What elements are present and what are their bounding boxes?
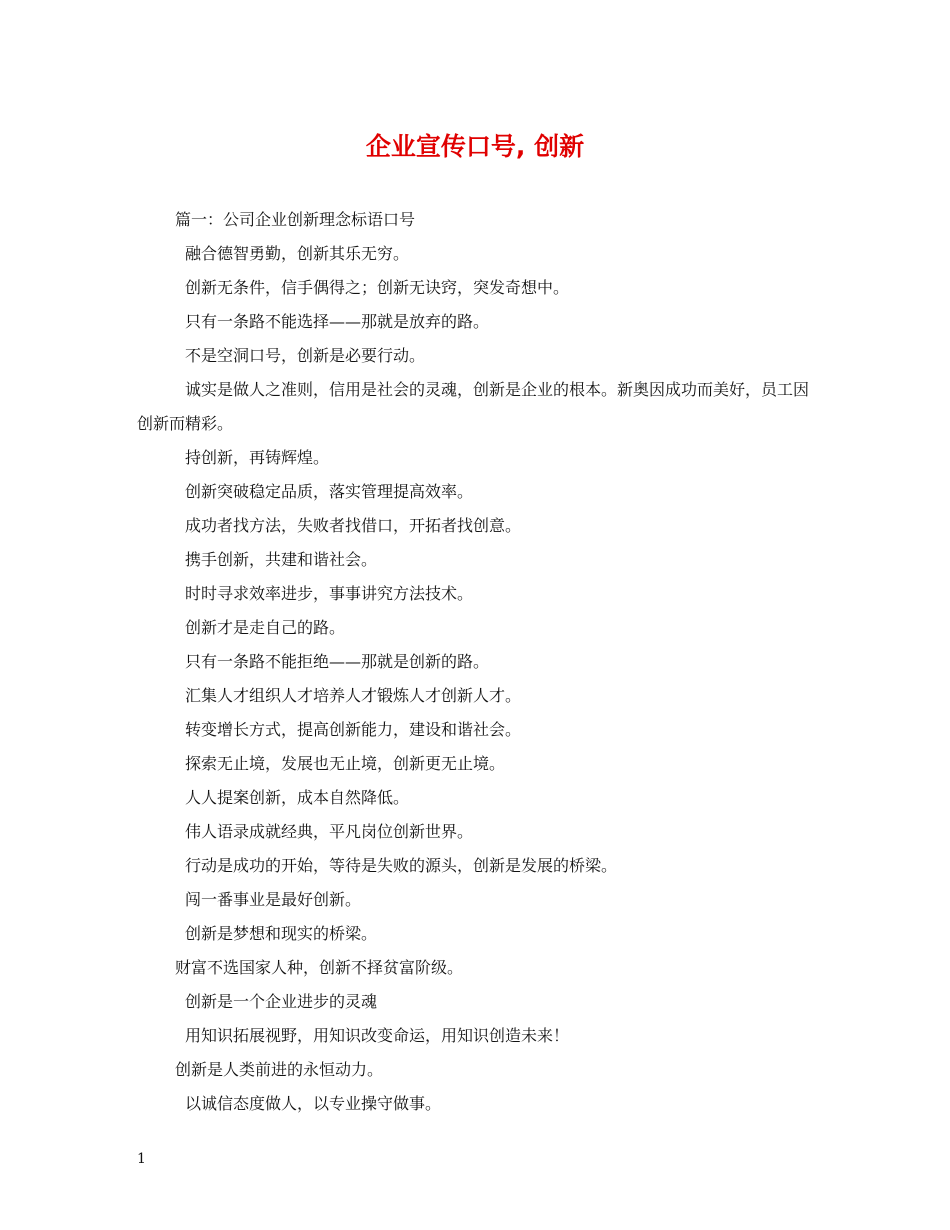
slogan-line: 只有一条路不能拒绝——那就是创新的路。	[185, 652, 490, 671]
section-heading: 篇一：公司企业创新理念标语口号	[175, 210, 416, 229]
slogan-line: 汇集人才组织人才培养人才锻炼人才创新人才。	[185, 686, 522, 705]
slogan-line: 不是空洞口号，创新是必要行动。	[185, 346, 426, 365]
slogan-line: 时时寻求效率进步，事事讲究方法技术。	[185, 584, 474, 603]
document-body	[137, 203, 817, 1121]
slogan-line: 行动是成功的开始，等待是失败的源头，创新是发展的桥梁。	[185, 856, 618, 875]
slogan-line: 伟人语录成就经典，平凡岗位创新世界。	[185, 822, 474, 841]
slogan-line: 探索无止境，发展也无止境，创新更无止境。	[185, 754, 506, 773]
slogan-line: 成功者找方法，失败者找借口，开拓者找创意。	[185, 516, 522, 535]
slogan-line-text: 诚实是做人之准则，信用是社会的灵魂，创新是企业的根本。新奥因成功而美好，员工因创新而精彩。	[137, 380, 810, 433]
slogan-line: 创新突破稳定品质，落实管理提高效率。	[185, 482, 474, 501]
slogan-line: 融合德智勇勤，创新其乐无穷。	[185, 244, 410, 263]
slogan-line: 财富不选国家人种，创新不择贫富阶级。	[175, 958, 464, 977]
slogan-line: 闯一番事业是最好创新。	[185, 890, 362, 909]
slogan-line: 创新是梦想和现实的桥梁。	[185, 924, 378, 943]
document-title: 企业宣传口号, 创新	[365, 132, 585, 161]
slogan-line	[137, 373, 817, 441]
slogan-line: 创新是一个企业进步的灵魂	[185, 992, 378, 1011]
slogan-line: 创新是人类前进的永恒动力。	[175, 1060, 384, 1079]
slogan-line: 只有一条路不能选择——那就是放弃的路。	[185, 312, 490, 331]
slogan-line: 创新才是走自己的路。	[185, 618, 346, 637]
slogan-line: 携手创新，共建和谐社会。	[185, 550, 378, 569]
slogan-line: 持创新，再铸辉煌。	[185, 448, 330, 467]
slogan-line: 创新无条件，信手偶得之；创新无诀窍，突发奇想中。	[185, 278, 570, 297]
slogan-line: 以诚信态度做人，以专业操守做事。	[185, 1094, 442, 1113]
slogan-line: 转变增长方式，提高创新能力，建设和谐社会。	[185, 720, 522, 739]
slogan-line: 人人提案创新，成本自然降低。	[185, 788, 410, 807]
slogan-line: 用知识拓展视野，用知识改变命运，用知识创造未来！	[185, 1026, 570, 1045]
page-number: 1	[137, 1151, 146, 1167]
